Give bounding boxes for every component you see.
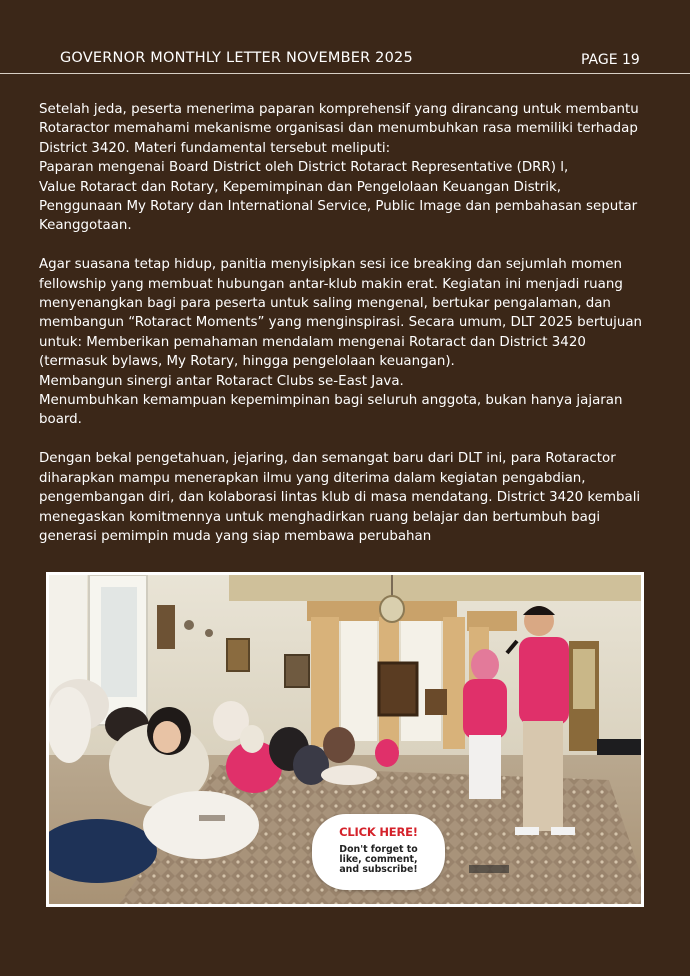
event-photo xyxy=(49,575,641,904)
text-line: fellowship yang membuat hubungan antar-klub makin erat. Kegiatan ini menjadi ruang xyxy=(39,276,623,292)
text-line: untuk: Memberikan pemahaman mendalam mengenai Rotaract dan District 3420 xyxy=(39,334,586,350)
newsletter-title: GOVERNOR MONTHLY LETTER NOVEMBER 2025 xyxy=(60,50,413,66)
cta-line: and subscribe! xyxy=(339,864,418,876)
page-header xyxy=(0,0,690,74)
paragraph-fellowship xyxy=(39,255,652,430)
text-line: District 3420. Materi fundamental tersebut meliputi: xyxy=(39,140,391,156)
page-number: PAGE 19 xyxy=(581,52,640,68)
event-photo-frame xyxy=(46,572,644,907)
header-divider xyxy=(0,73,690,74)
text-line: Agar suasana tetap hidup, panitia menyisipkan sesi ice breaking dan sejumlah momen xyxy=(39,257,622,273)
text-line: diharapkan mampu menerapkan ilmu yang diterima dalam kegiatan pengabdian, xyxy=(39,470,586,486)
text-line: Penggunaan My Rotary dan International Service, Public Image dan pembahasan seputar xyxy=(39,199,638,215)
text-line: menegaskan komitmennya untuk menghadirkan ruang belajar dan bertumbuh bagi xyxy=(39,509,601,525)
text-line: generasi pemimpin muda yang siap membawa perubahan xyxy=(39,528,432,544)
cta-subtitle xyxy=(312,845,445,876)
text-line: menyenangkan bagi para peserta untuk saling mengenal, bertukar pengalaman, dan xyxy=(39,296,611,312)
text-line: (termasuk bylaws, My Rotary, hingga pengelolaan keuangan). xyxy=(39,354,455,370)
cta-line: like, comment, xyxy=(339,854,418,866)
click-here-badge[interactable] xyxy=(312,814,445,890)
cta-line: Don't forget to xyxy=(339,844,418,855)
text-line: Keanggotaan. xyxy=(39,218,132,234)
text-line: Rotaractor memahami mekanisme organisasi dan menumbuhkan rasa memiliki terhadap xyxy=(39,121,638,137)
text-line: Value Rotaract dan Rotary, Kepemimpinan dan Pengelolaan Keuangan Distrik, xyxy=(39,179,562,195)
cta-title: CLICK HERE! xyxy=(339,825,418,839)
text-line: board. xyxy=(39,412,82,428)
text-line: membangun “Rotaract Moments” yang menginspirasi. Secara umum, DLT 2025 bertujuan xyxy=(39,315,643,331)
text-line: pengembangan diri, dan kolaborasi lintas klub di masa mendatang. District 3420 kembali xyxy=(39,490,641,506)
text-line: Membangun sinergi antar Rotaract Clubs se-East Java. xyxy=(39,373,404,389)
text-line: Setelah jeda, peserta menerima paparan komprehensif yang dirancang untuk membantu xyxy=(39,102,639,117)
article-body xyxy=(39,100,652,566)
paragraph-closing xyxy=(39,449,652,546)
paragraph-materials xyxy=(39,100,652,236)
text-line: Paparan mengenai Board District oleh District Rotaract Representative (DRR) l, xyxy=(39,160,569,176)
text-line: Menumbuhkan kemampuan kepemimpinan bagi seluruh anggota, bukan hanya jajaran xyxy=(39,393,623,409)
text-line: Dengan bekal pengetahuan, jejaring, dan semangat baru dari DLT ini, para Rotaractor xyxy=(39,451,616,467)
